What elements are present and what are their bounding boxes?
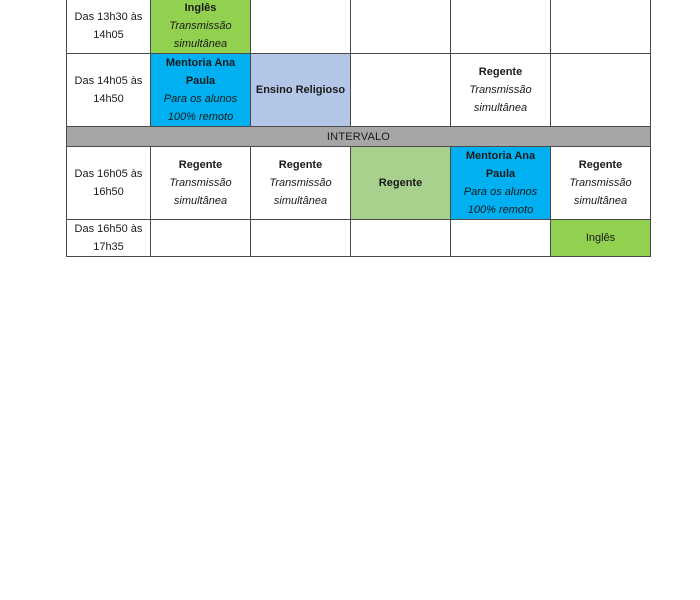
class-cell	[151, 54, 251, 127]
class-note: Transmissão simultânea	[469, 84, 532, 114]
class-cell	[151, 0, 251, 54]
class-title: Regente	[178, 159, 223, 171]
class-cell	[351, 147, 451, 220]
break-label: INTERVALO	[67, 127, 651, 147]
empty-cell	[251, 220, 351, 257]
class-title: Regente	[478, 66, 523, 78]
class-title: Inglês	[585, 232, 616, 244]
empty-cell	[351, 54, 451, 127]
class-cell	[151, 147, 251, 220]
time-cell: Das 14h05 às 14h50	[67, 54, 151, 127]
class-note: Transmissão simultânea	[569, 177, 632, 207]
empty-cell	[351, 220, 451, 257]
empty-cell	[251, 0, 351, 54]
empty-cell	[351, 0, 451, 54]
class-title: Mentoria Ana Paula	[465, 150, 536, 180]
time-cell: Das 13h30 às 14h05	[67, 0, 151, 54]
class-cell	[551, 147, 651, 220]
class-cell	[551, 220, 651, 257]
class-cell	[451, 147, 551, 220]
table-row	[67, 220, 651, 257]
schedule-table	[66, 0, 651, 257]
class-note: Transmissão simultânea	[169, 19, 232, 50]
table-row	[67, 54, 651, 127]
class-cell	[451, 54, 551, 127]
class-note: Transmissão simultânea	[169, 177, 232, 207]
empty-cell	[551, 54, 651, 127]
empty-cell	[551, 0, 651, 54]
class-title: Regente	[278, 159, 323, 171]
class-title: Mentoria Ana Paula	[165, 57, 236, 87]
empty-cell	[451, 220, 551, 257]
break-row	[67, 127, 651, 147]
class-cell	[251, 54, 351, 127]
empty-cell	[451, 0, 551, 54]
class-note: Para os alunos 100% remoto	[163, 93, 238, 123]
class-cell	[251, 147, 351, 220]
time-cell: Das 16h50 às 17h35	[67, 220, 151, 257]
class-title: Regente	[378, 177, 423, 189]
empty-cell	[151, 220, 251, 257]
class-note: Transmissão simultânea	[269, 177, 332, 207]
time-cell: Das 16h05 às 16h50	[67, 147, 151, 220]
table-row	[67, 147, 651, 220]
class-note: Para os alunos 100% remoto	[463, 186, 538, 216]
class-title: Regente	[578, 159, 623, 171]
class-title: Inglês	[184, 1, 217, 14]
class-title: Ensino Religioso	[255, 84, 346, 96]
table-row	[67, 0, 651, 54]
